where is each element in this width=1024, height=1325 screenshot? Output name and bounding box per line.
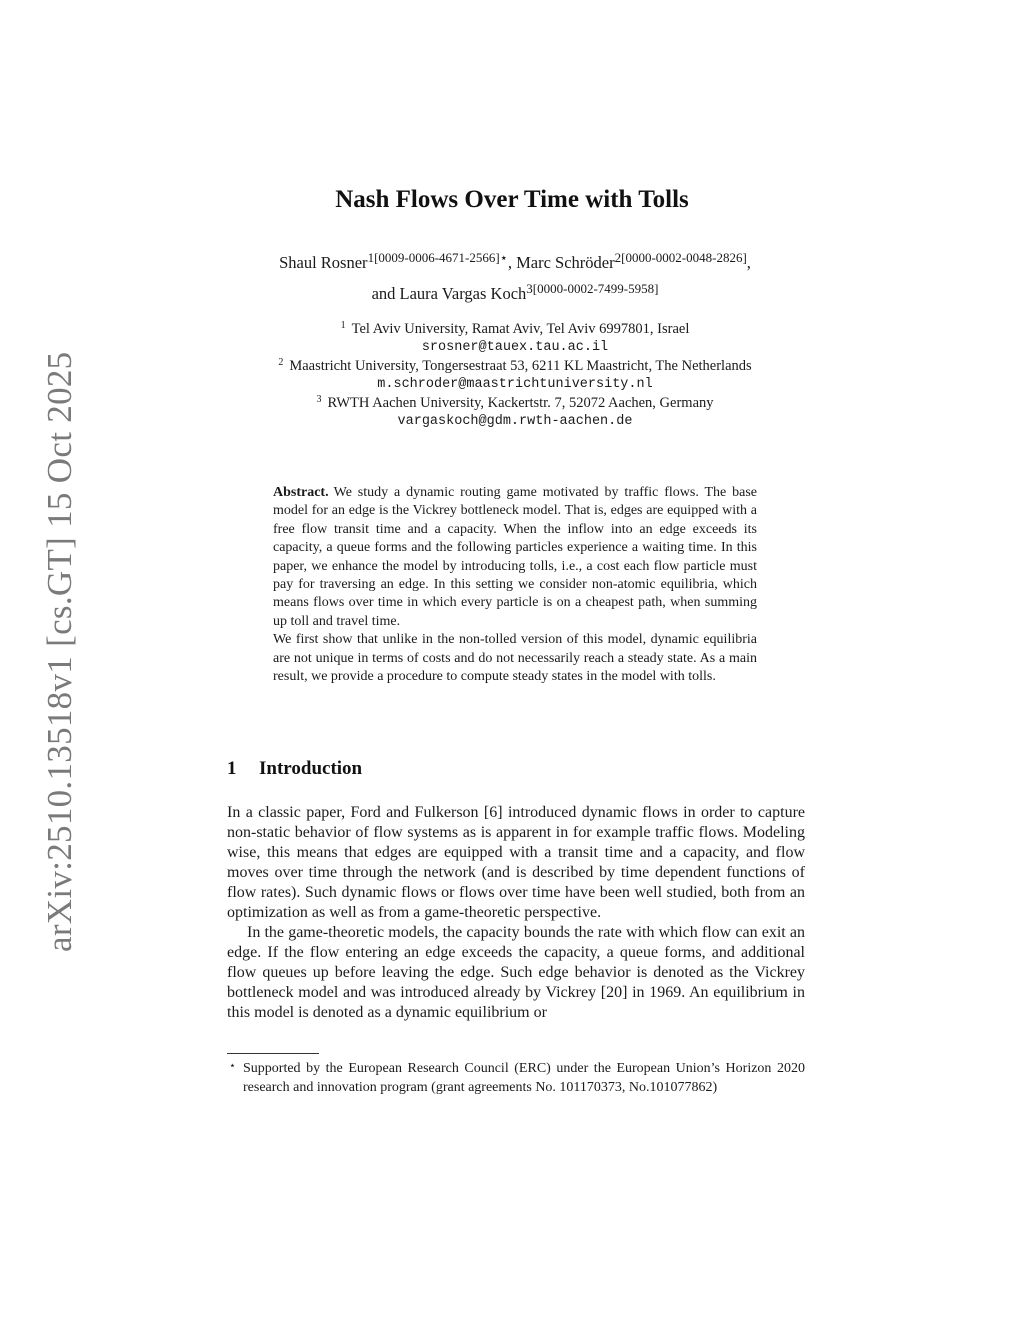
affiliation-email[interactable]: srosner@tauex.tau.ac.il [421, 339, 609, 355]
section-body [227, 803, 805, 1023]
affiliation-mark: 2 [278, 357, 284, 368]
author-orcid[interactable]: 3[0000-0002-7499-5958] [526, 281, 659, 296]
abstract-paragraph: We first show that unlike in the non-tolled version of this model, dynamic equilibria are not unique in terms of costs and do not necessarily reach a steady state. As a main result, we provide a procedure to compute steady states in the model with tolls. [273, 632, 757, 685]
arxiv-identifier-stamp[interactable]: arXiv:2510.13518v1 [cs.GT] 15 Oct 2025 [40, 351, 79, 952]
footnote-rule [227, 1053, 319, 1054]
affiliation-text: Maastricht University, Tongersestraat 53, 6211 KL Maastricht, The Netherlands [289, 358, 752, 374]
abstract-paragraph [273, 484, 757, 631]
author-orcid[interactable]: 2[0000-0002-0048-2826] [614, 250, 747, 265]
section-title: Introduction [259, 758, 363, 779]
affiliation-2 [150, 357, 880, 376]
section-heading [227, 758, 362, 780]
footnote-mark: ⋆ [229, 1060, 236, 1072]
affiliation-text: RWTH Aachen University, Kackertstr. 7, 52072 Aachen, Germany [327, 395, 714, 411]
body-paragraph: In the game-theoretic models, the capacity bounds the rate with which flow can exit an edge. If the flow entering an edge exceeds the capacity, a queue forms, and additional flow queues up before leaving the edge. Such edge behavior is denoted as the Vickrey bottleneck model and was introduced already by Vickrey [20] in 1969. An equilibrium in this model is denoted as a dynamic equilibrium or [227, 924, 805, 1021]
author-name: Shaul Rosner [279, 253, 368, 272]
author-list [150, 247, 880, 309]
affiliation-3 [150, 394, 880, 413]
author-separator: , [746, 253, 751, 272]
footnote [227, 1059, 805, 1097]
paper-title: Nash Flows Over Time with Tolls [335, 186, 689, 213]
affiliation-1 [150, 320, 880, 339]
affiliation-email[interactable]: m.schroder@maastrichtuniversity.nl [377, 376, 653, 392]
body-paragraph: In a classic paper, Ford and Fulkerson [6] introduced dynamic flows in order to capture non-static behavior of flow systems as is apparent in for example traffic flows. Modeling wise, this means that edges are equipped with a transit time and a capacity, and flow moves over time through the network (and is described by time dependent functions of flow rates). Such dynamic flows or flows over time have been well studied, both from an optimization as well as from a game-theoretic perspective. [227, 804, 805, 921]
abstract [273, 484, 757, 686]
affiliation-mark: 1 [340, 320, 346, 331]
author-name: and Laura Vargas Koch [371, 284, 527, 303]
author-name: , Marc Schröder [507, 253, 615, 272]
abstract-label: Abstract. [273, 485, 329, 500]
section-number: 1 [227, 758, 237, 779]
affiliation-text: Tel Aviv University, Ramat Aviv, Tel Aviv 6997801, Israel [351, 321, 690, 337]
author-orcid[interactable]: 1[0009-0006-4671-2566]⋆ [367, 250, 508, 265]
footnote-text: Supported by the European Research Council (ERC) under the European Union’s Horizon 2020 research and innovation program (grant agreements No. 101170373, No.101077862) [243, 1061, 805, 1095]
author-line-1 [150, 247, 880, 278]
affiliations [150, 320, 880, 431]
abstract-text: We study a dynamic routing game motivated by traffic flows. The base model for an edge is the Vickrey bottleneck model. That is, edges are equipped with a free flow transit time and a capacity. When the inflow into an edge exceeds its capacity, a queue forms and the following particles experience a waiting time. In this paper, we enhance the model by introducing tolls, i.e., a cost each flow particle must pay for traversing an edge. In this setting we consider non-atomic equilibria, which means flows over time in which every particle is on a cheapest path, when summing up toll and travel time. [273, 485, 757, 629]
author-line-2 [150, 278, 880, 309]
affiliation-mark: 3 [316, 394, 322, 405]
affiliation-email[interactable]: vargaskoch@gdm.rwth-aachen.de [397, 413, 633, 429]
